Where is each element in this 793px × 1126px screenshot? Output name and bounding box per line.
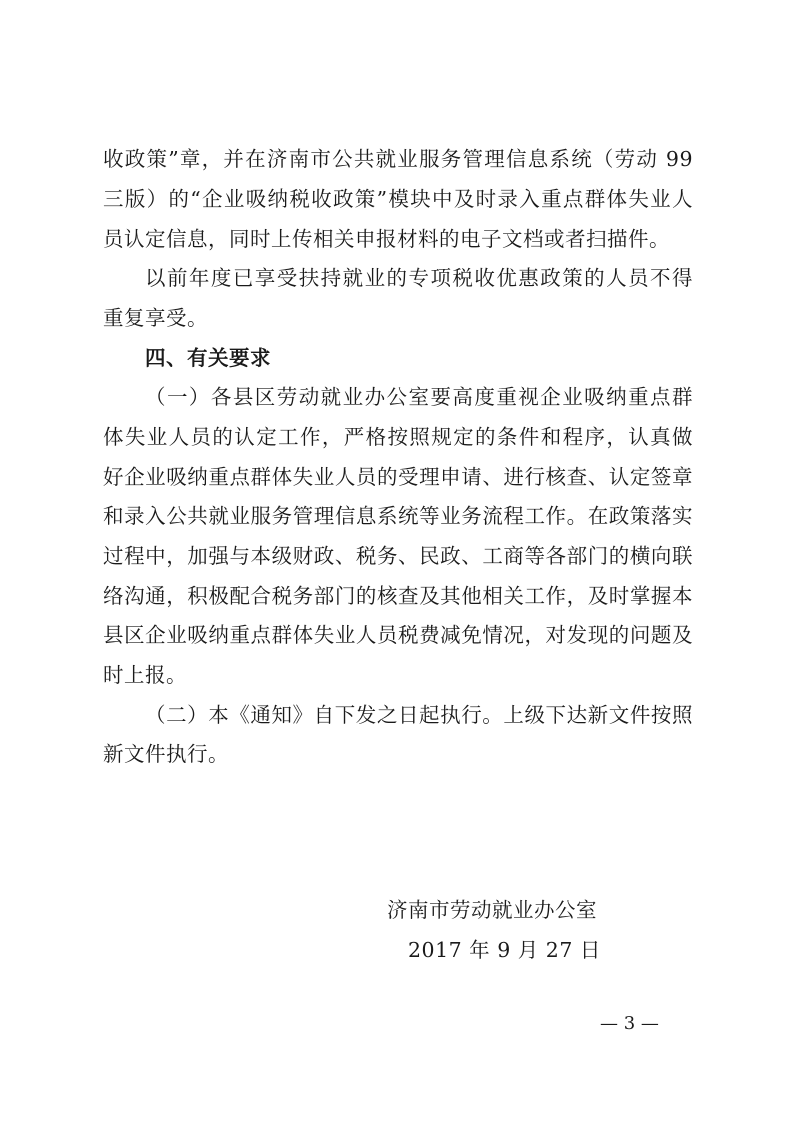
body-line: 员认定信息，同时上传相关申报材料的电子文档或者扫描件。 xyxy=(103,227,670,251)
body-line: 重复享受。 xyxy=(103,306,208,330)
body-line: （二）本《通知》自下发之日起执行。上级下达新文件按照 xyxy=(145,703,693,727)
body-line: 络沟通，积极配合税务部门的核查及其他相关工作，及时掌握本 xyxy=(103,584,693,608)
body-line: 时上报。 xyxy=(103,663,187,687)
body-line: 和录入公共就业服务管理信息系统等业务流程工作。在政策落实 xyxy=(103,504,693,528)
body-line: 县区企业吸纳重点群体失业人员税费减免情况，对发现的问题及 xyxy=(103,623,693,647)
body-line: 好企业吸纳重点群体失业人员的受理申请、进行核查、认定签章 xyxy=(103,465,693,489)
page-number: — 3 — xyxy=(600,1013,659,1034)
body-line: 收政策”章，并在济南市公共就业服务管理信息系统（劳动 99 xyxy=(103,147,693,171)
signature-organization: 济南市劳动就业办公室 xyxy=(387,898,597,922)
body-line: （一）各县区劳动就业办公室要高度重视企业吸纳重点群 xyxy=(145,385,693,409)
body-line: 过程中，加强与本级财政、税务、民政、工商等各部门的横向联 xyxy=(103,544,693,568)
body-line: 三版）的“企业吸纳税收政策”模块中及时录入重点群体失业人 xyxy=(103,187,693,211)
body-line: 体失业人员的认定工作，严格按照规定的条件和程序，认真做 xyxy=(103,425,693,449)
body-line: 以前年度已享受扶持就业的专项税收优惠政策的人员不得 xyxy=(145,266,693,290)
body-line: 新文件执行。 xyxy=(103,742,229,766)
signature-date: 2017 年 9 月 27 日 xyxy=(408,938,601,962)
section-heading: 四、有关要求 xyxy=(145,346,271,370)
